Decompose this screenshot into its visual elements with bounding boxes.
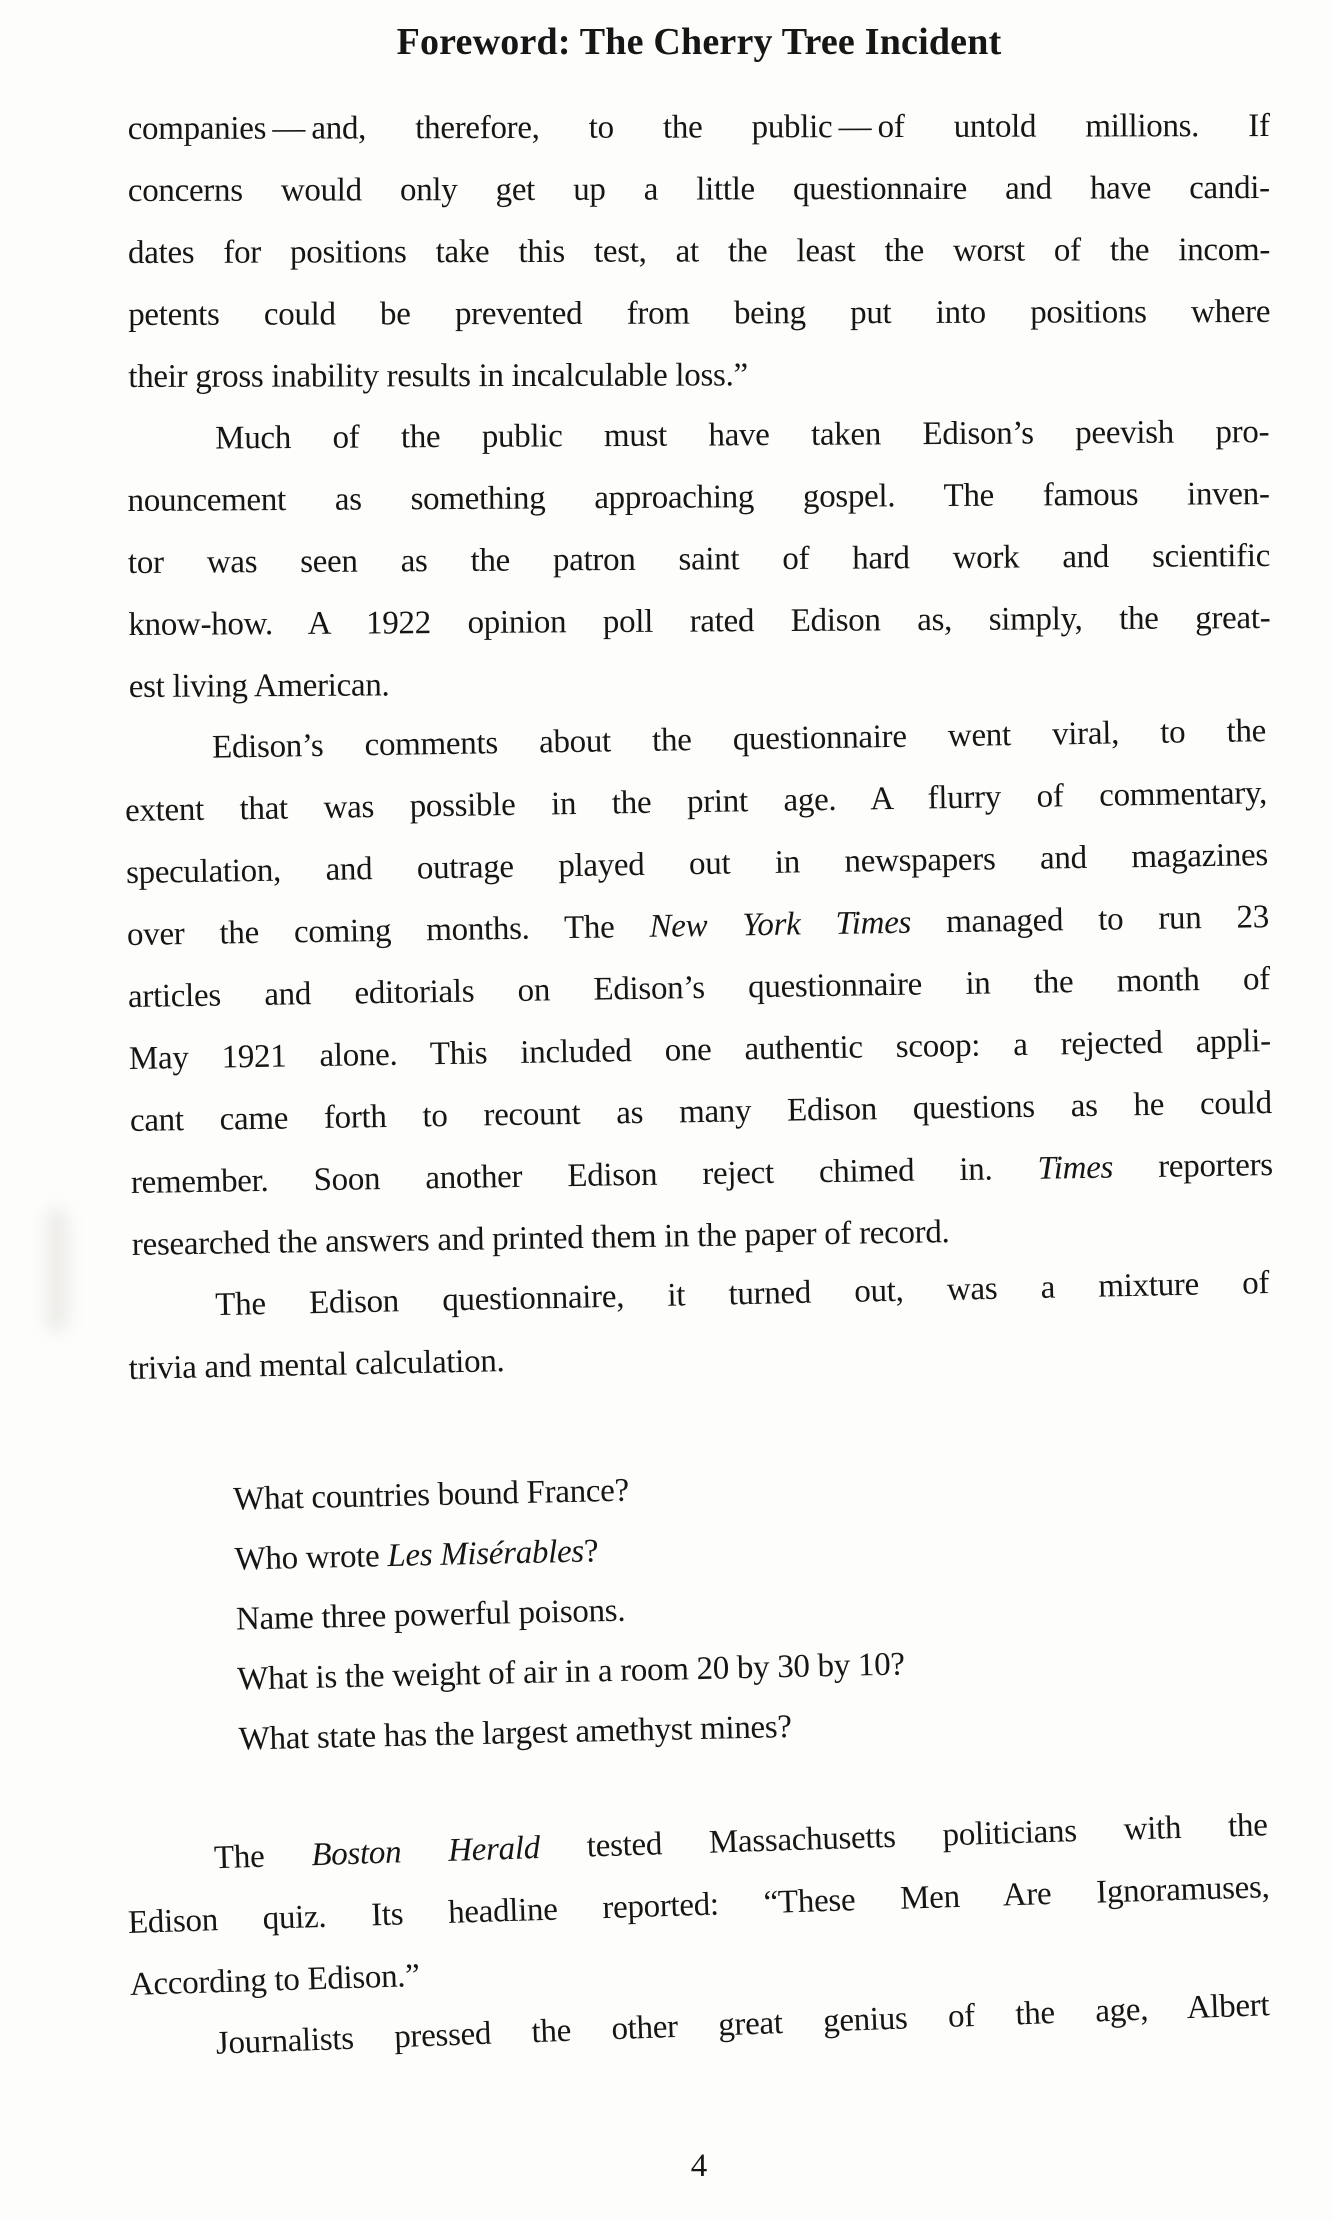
page-number: 4 bbox=[690, 2148, 708, 2184]
paragraph bbox=[127, 1252, 1271, 1400]
text-line: their gross inability results in incalculable loss.” bbox=[128, 357, 748, 395]
paragraph bbox=[128, 95, 1271, 408]
text-line: cant came forth to recount as many Edison questions as he could bbox=[129, 1085, 1273, 1139]
quote-line: What countries bound France? bbox=[232, 1472, 630, 1518]
paragraph bbox=[127, 401, 1271, 718]
text-body bbox=[124, 98, 1274, 2078]
text-line: Journalists pressed the other great genius of the age, Albert bbox=[215, 1987, 1270, 2062]
text-line: extent that was possible in the print age. A flurry of commentary, bbox=[124, 775, 1268, 830]
quote-line: What state has the largest amethyst mines? bbox=[238, 1708, 793, 1758]
text-line: over the coming months. The New York Times managed to run 23 bbox=[126, 899, 1270, 954]
text-line: articles and editorials on Edison’s questionnaire in the month of bbox=[127, 961, 1271, 1015]
question-list bbox=[125, 1446, 1274, 1772]
chapter-header: Foreword: The Cherry Tree Incident bbox=[396, 21, 1002, 63]
text-line: researched the answers and printed them in the paper of record. bbox=[131, 1214, 950, 1263]
text-line: trivia and mental calculation. bbox=[128, 1343, 505, 1387]
text-line: The Boston Herald tested Massachusetts politicians with the bbox=[213, 1807, 1269, 1877]
text-line: know-how. A 1922 opinion poll rated Edison as, simply, the great- bbox=[128, 600, 1271, 643]
text-line: speculation, and outrage played out in newspapers and magazines bbox=[125, 837, 1269, 892]
quote-line: Name three powerful poisons. bbox=[235, 1592, 626, 1638]
text-line: remember. Soon another Edison reject chimed in. Times reporters bbox=[130, 1147, 1274, 1201]
text-line: petents could be prevented from being put into positions where bbox=[128, 294, 1271, 333]
text-line: est living American. bbox=[128, 667, 390, 705]
quote-line: What is the weight of air in a room 20 by 30 by 10? bbox=[236, 1646, 906, 1698]
text-line: Much of the public must have taken Edison’s peevish pro- bbox=[215, 414, 1270, 457]
text-line: May 1921 alone. This included one authentic scoop: a rejected appli- bbox=[128, 1023, 1272, 1077]
text-line: According to Edison.” bbox=[129, 1957, 421, 2003]
text-line: dates for positions take this test, at the least the worst of the incom- bbox=[127, 232, 1271, 271]
text-line: Edison’s comments about the questionnaire went viral, to the bbox=[211, 713, 1267, 766]
quote-line: Who wrote Les Misérables? bbox=[234, 1533, 599, 1578]
scan-shadow-artifact bbox=[48, 1210, 66, 1330]
text-line: The Edison questionnaire, it turned out, was a mixture of bbox=[214, 1265, 1270, 1324]
paragraph bbox=[124, 700, 1275, 1276]
text-line: concerns would only get up a little questionnaire and have candi- bbox=[127, 170, 1270, 210]
text-line: companies — and, therefore, to the public — of untold millions. If bbox=[127, 108, 1270, 148]
text-line: Edison quiz. Its headline reported: “These Men Are Ignoramuses, bbox=[127, 1869, 1271, 1941]
text-line: nouncement as something approaching gospel. The famous inven- bbox=[127, 476, 1270, 520]
text-line: tor was seen as the patron saint of hard work and scientific bbox=[127, 538, 1271, 581]
